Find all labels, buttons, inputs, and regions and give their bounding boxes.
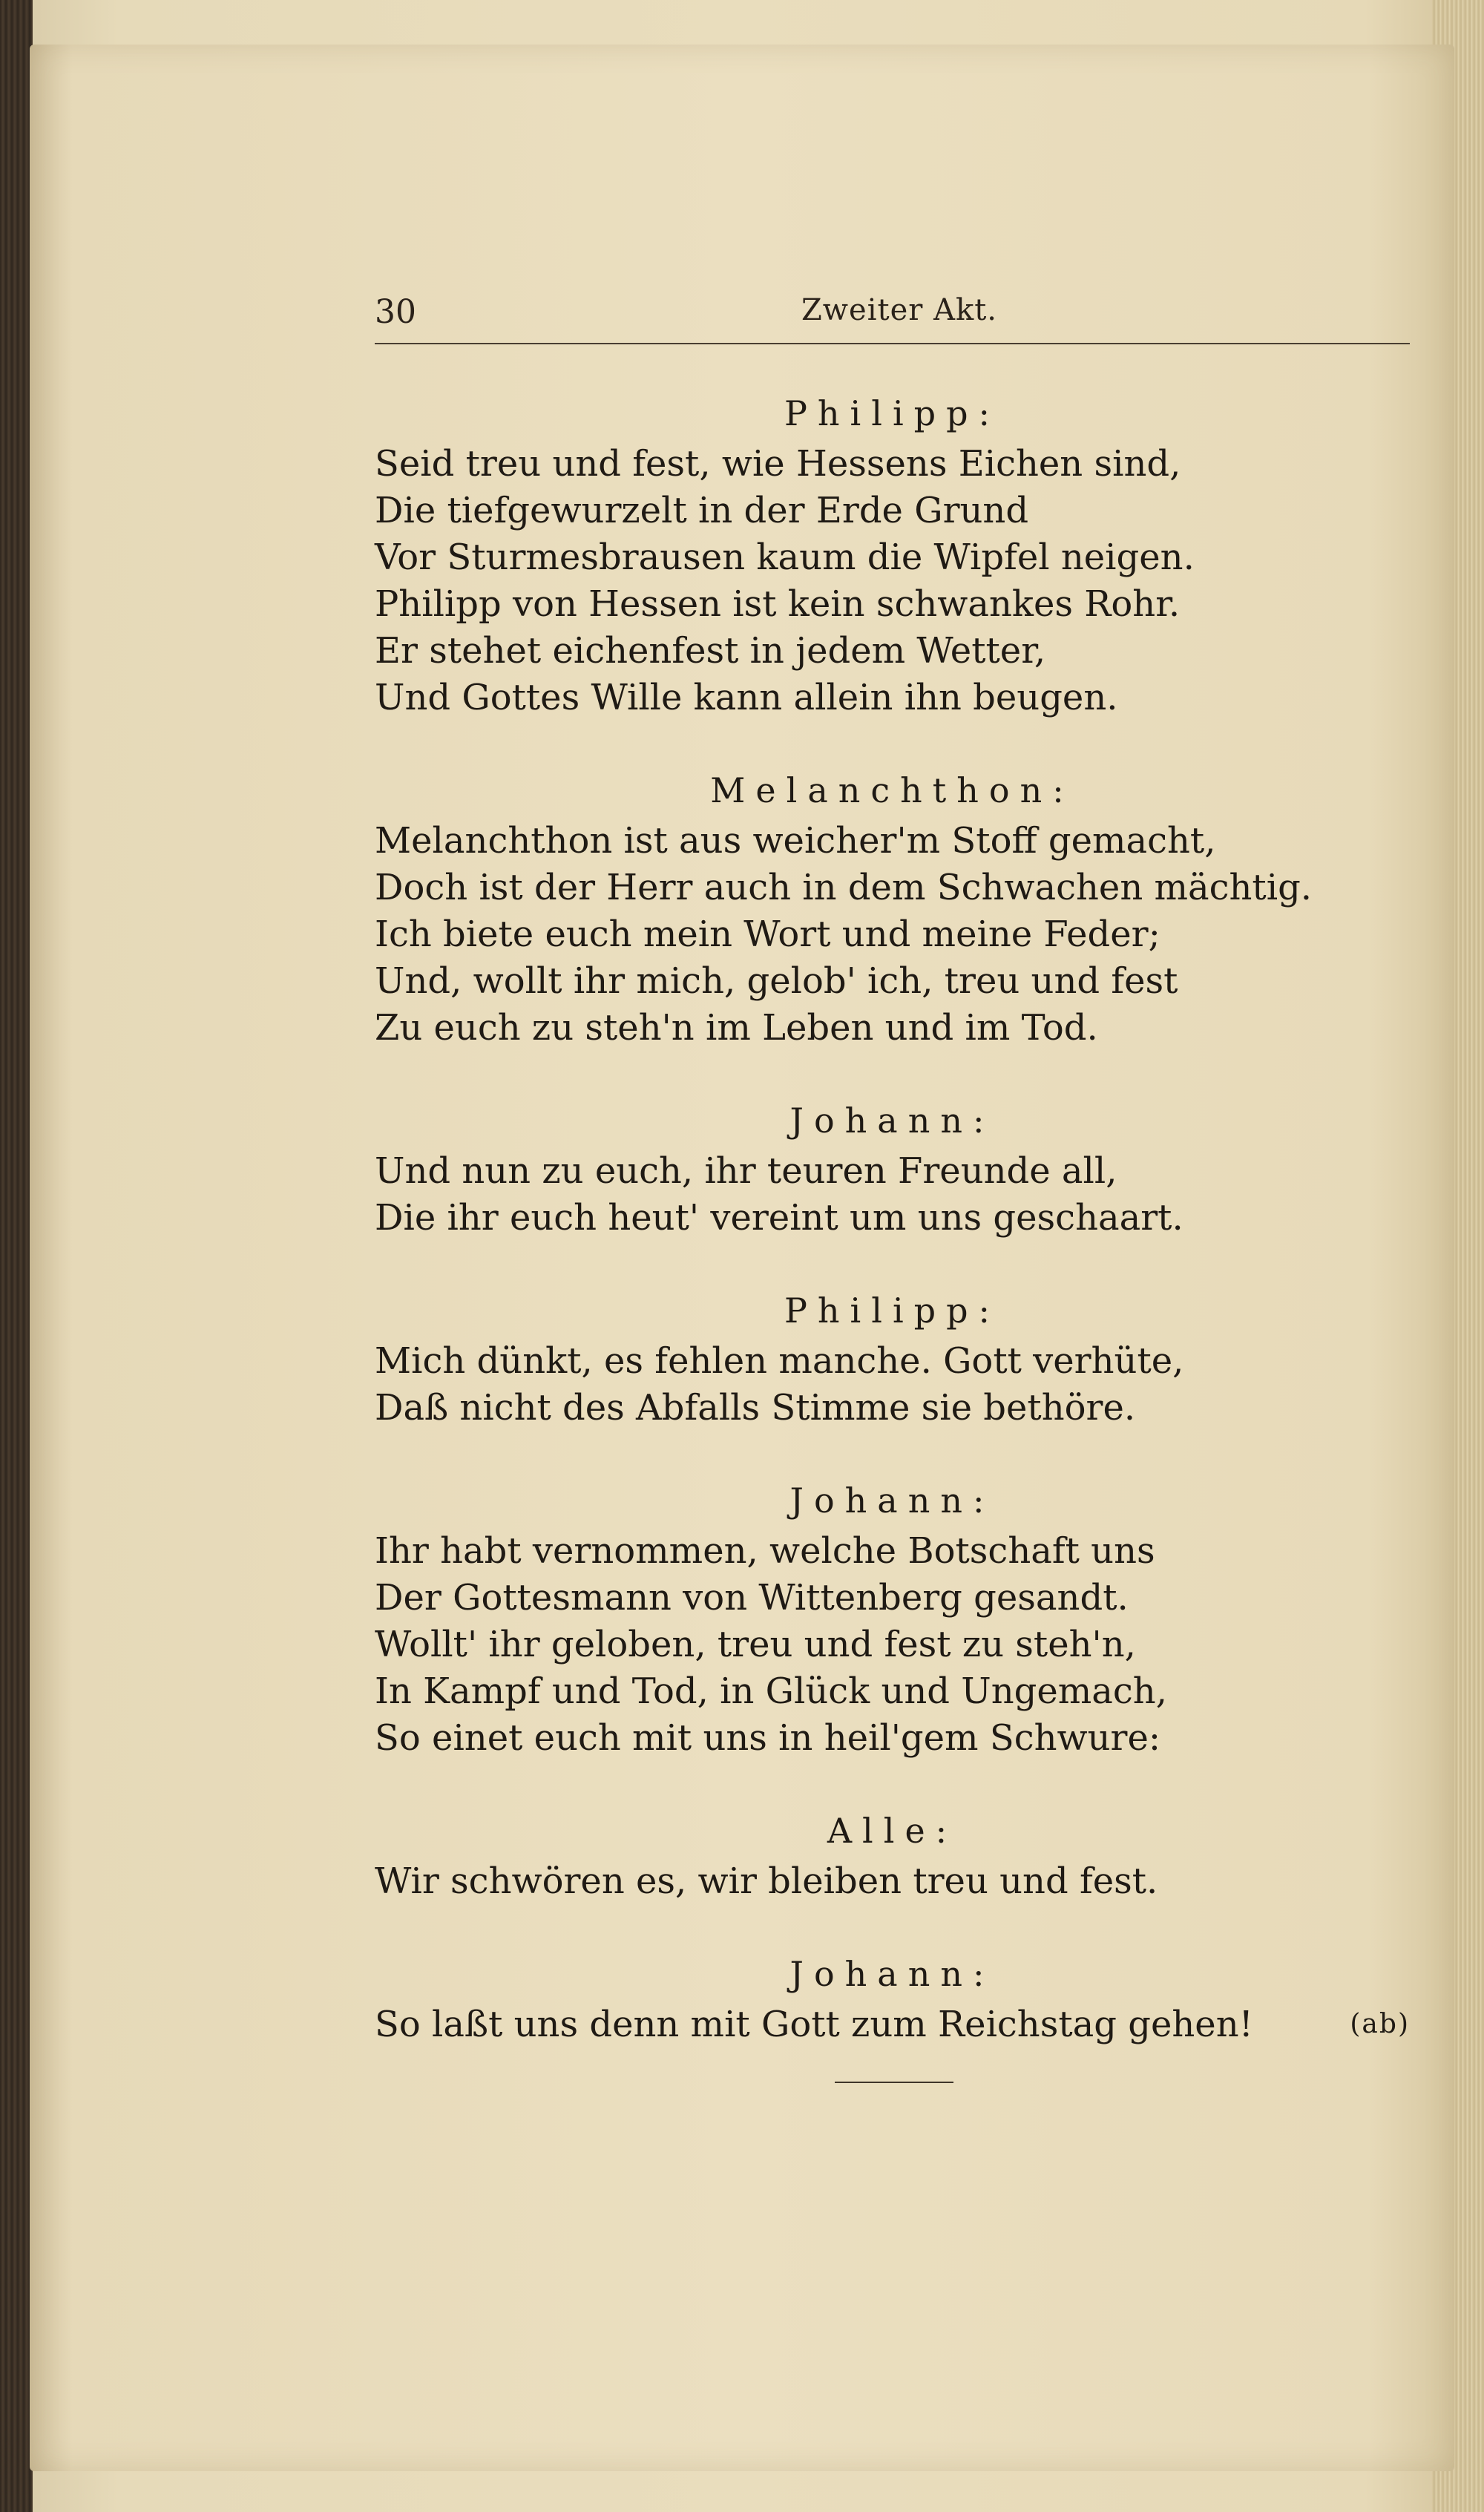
verse-line: So einet euch mit uns in heil'gem Schwure:	[375, 1717, 1161, 1759]
speech-block	[375, 1803, 1410, 1905]
play-text	[375, 386, 1410, 2048]
verse-line: Die tiefgewurzelt in der Erde Grund	[375, 490, 1029, 531]
verse-line: Wir schwören es, wir bleiben treu und fest.	[375, 1860, 1158, 1902]
speech-block	[375, 386, 1410, 721]
verse-line: Vor Sturmesbrausen kaum die Wipfel neigen.	[375, 537, 1195, 578]
verse-line: Ich biete euch mein Wort und meine Feder;	[375, 914, 1160, 955]
verse-line: Und, wollt ihr mich, gelob' ich, treu und fest	[375, 960, 1178, 1002]
verse-line: Seid treu und fest, wie Hessens Eichen sind,	[375, 443, 1181, 485]
closing-rule	[835, 2082, 953, 2083]
verse-line: Und Gottes Wille kann allein ihn beugen.	[375, 677, 1118, 718]
speaker-name: Alle:	[827, 1811, 958, 1851]
verse-line: Ihr habt vernommen, welche Botschaft uns	[375, 1530, 1155, 1572]
verse-line: Doch ist der Herr auch in dem Schwachen mächtig.	[375, 867, 1313, 908]
verse-line: Wollt' ihr geloben, treu und fest zu steh'n,	[375, 1624, 1136, 1665]
verse-line: Und nun zu euch, ihr teuren Freunde all,	[375, 1150, 1117, 1192]
verse-line: Mich dünkt, es fehlen manche. Gott verhüte,	[375, 1340, 1184, 1382]
speaker-name: Melanchthon:	[710, 770, 1074, 810]
verse-line: Philipp von Hessen ist kein schwankes Rohr.	[375, 583, 1181, 625]
speaker-name: Johann:	[789, 1101, 995, 1141]
speech-block	[375, 763, 1410, 1052]
speech-block	[375, 1473, 1410, 1762]
speech-block	[375, 1283, 1410, 1432]
page-number: 30	[375, 293, 416, 331]
speech-block	[375, 1093, 1410, 1242]
verse-line: Der Gottesmann von Wittenberg gesandt.	[375, 1577, 1129, 1619]
verse-line: Er stehet eichenfest in jedem Wetter,	[375, 630, 1046, 672]
speaker-name: Johann:	[789, 1954, 995, 1994]
speech-block	[375, 1947, 1410, 2048]
verse-line: In Kampf und Tod, in Glück und Ungemach,	[375, 1670, 1167, 1712]
speaker-name: Philipp:	[784, 393, 1001, 433]
running-title: Zweiter Akt.	[801, 293, 997, 327]
stage-direction: (ab)	[1350, 2009, 1410, 2039]
verse-line: So laßt uns denn mit Gott zum Reichstag gehen!	[375, 2004, 1253, 2045]
header-rule	[375, 343, 1410, 344]
book-spine	[0, 0, 33, 2512]
verse-line: Melanchthon ist aus weicher'm Stoff gemacht,	[375, 820, 1216, 862]
speaker-name: Philipp:	[784, 1291, 1001, 1331]
verse-line: Daß nicht des Abfalls Stimme sie bethöre.	[375, 1387, 1136, 1429]
verse-line: Die ihr euch heut' vereint um uns geschaart.	[375, 1197, 1183, 1239]
verse-line: Zu euch zu steh'n im Leben und im Tod.	[375, 1007, 1098, 1049]
speaker-name: Johann:	[789, 1480, 995, 1521]
